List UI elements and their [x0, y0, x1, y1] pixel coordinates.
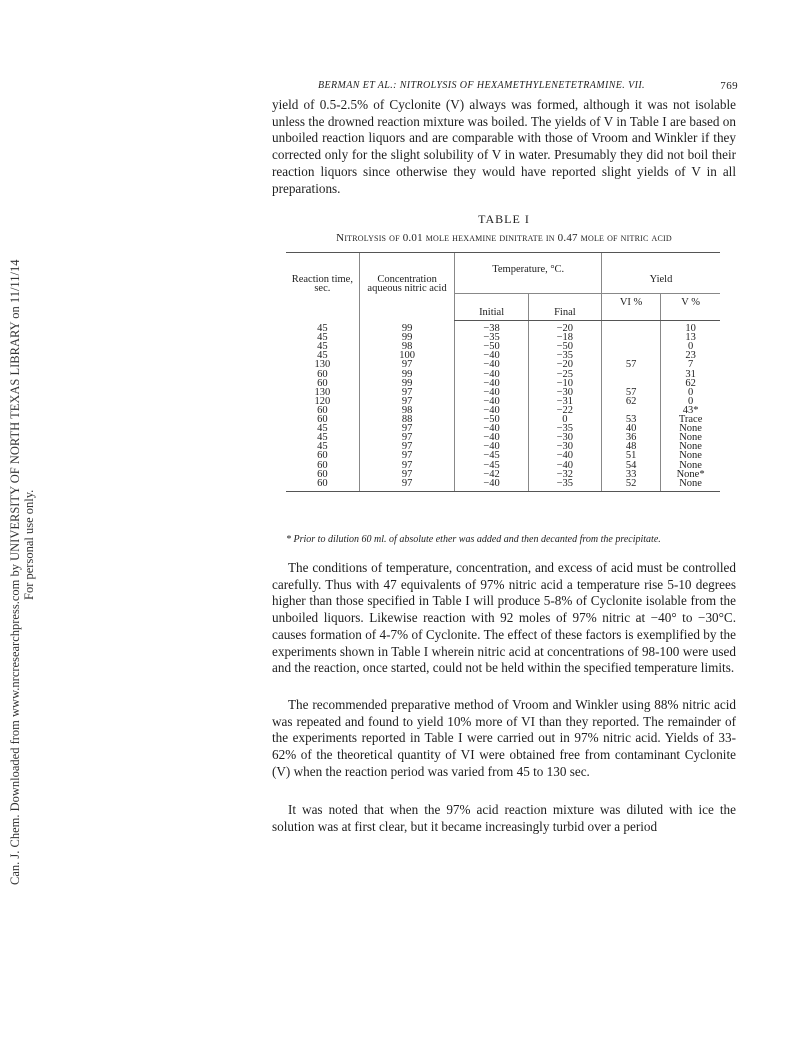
table-cell: 45 — [317, 423, 328, 435]
table-cell: 43* — [661, 406, 720, 415]
table-cell: None — [661, 461, 720, 470]
table-cell: 48 — [601, 442, 660, 451]
running-header — [318, 80, 738, 96]
table-cell: −40 — [455, 424, 528, 433]
table-cell: 33 — [601, 470, 660, 479]
paragraph-3: The recommended preparative method of Vroom and Winkler using 88% nitric acid was repeated and found to yield 10% more of VI than they reported. The remainder of the experiments reported in Table I were carried out in 97% nitric acid. Yields of 33-62% of the theoretical quantity of VI were obtained free from contaminant Cyclonite (V) when the reaction period was varied from 45 to 130 sec. — [272, 697, 736, 779]
table-cell: 57 — [601, 388, 660, 397]
table-cell: 36 — [601, 433, 660, 442]
table-cell: 97 — [359, 451, 455, 460]
table-row — [286, 461, 720, 470]
table-cell: −38 — [455, 321, 528, 334]
paragraph-4: It was noted that when the 97% acid reaction mixture was diluted with ice the solution was at first clear, but it became increasingly turbid over a period — [272, 802, 736, 834]
table-cell: None — [661, 433, 720, 442]
table-cell: None — [661, 442, 720, 451]
table-cell: −40 — [455, 360, 528, 369]
table-cell: 51 — [601, 451, 660, 460]
table-cell: 60 — [317, 459, 328, 471]
table-cell: 53 — [601, 415, 660, 424]
table-cell: 100 — [359, 351, 455, 360]
table-cell: 45 — [317, 441, 328, 453]
table-cell: 13 — [661, 333, 720, 342]
table-cell: −35 — [528, 351, 601, 360]
paragraph-1: yield of 0.5-2.5% of Cyclonite (V) always was formed, although it was not isolable unless the drowned reaction mixture was boiled. The yields of V in Table I are based on unboiled reaction liquors and are comparable with those of Vroom and Winkler if they corrected only for the slight solubility of V in water. Presumably they did not boil their reaction liquors since otherwise they would have reported slight yields of V in all preparations. — [272, 97, 736, 196]
table-row — [286, 479, 720, 492]
table-cell: −40 — [455, 433, 528, 442]
table-cell: −20 — [528, 321, 601, 334]
table-row — [286, 321, 720, 334]
table-cell: −35 — [455, 333, 528, 342]
table-cell: −40 — [455, 397, 528, 406]
table-cell — [601, 333, 660, 342]
table-cell: 97 — [359, 461, 455, 470]
table-cell: 97 — [359, 424, 455, 433]
table-cell: −31 — [528, 397, 601, 406]
table-cell: −40 — [455, 388, 528, 397]
table-cell: −40 — [455, 370, 528, 379]
table-cell: 88 — [359, 415, 455, 424]
results-table — [286, 252, 720, 492]
table-cell: 60 — [317, 414, 328, 426]
header-yield-vi: VI % — [601, 294, 660, 321]
table-cell: 45 — [317, 322, 328, 334]
table-cell: −40 — [528, 461, 601, 470]
table-row — [286, 451, 720, 460]
download-notice: Can. J. Chem. Downloaded from www.nrcresearchpress.com by UNIVERSITY OF NORTH TEXAS LIBRARY on 11/11/14 — [8, 259, 22, 885]
header-yield: Yield — [601, 253, 720, 294]
table-cell: None — [661, 479, 720, 492]
table-cell: None* — [661, 470, 720, 479]
table-cell: 130 — [314, 359, 331, 371]
header-initial: Initial — [455, 294, 528, 321]
table-cell: 99 — [359, 333, 455, 342]
table-cell: 23 — [661, 351, 720, 360]
table-cell: 0 — [661, 397, 720, 406]
table-cell: 60 — [317, 468, 328, 480]
table-cell: −45 — [455, 451, 528, 460]
table-cell: −32 — [528, 470, 601, 479]
table-cell: −25 — [528, 370, 601, 379]
table-cell: −30 — [528, 388, 601, 397]
table-cell: −40 — [528, 451, 601, 460]
table-cell: 99 — [359, 370, 455, 379]
table-row — [286, 379, 720, 388]
personal-use-notice: For personal use only. — [22, 489, 36, 600]
table-cell: None — [661, 451, 720, 460]
table-cell: 40 — [601, 424, 660, 433]
table-cell: 45 — [317, 432, 328, 444]
table-cell: 45 — [317, 341, 328, 353]
table-cell: 98 — [359, 342, 455, 351]
table-cell: 7 — [661, 360, 720, 369]
table-cell: 0 — [661, 388, 720, 397]
header-temperature: Temperature, °C. — [455, 253, 602, 294]
table-row — [286, 433, 720, 442]
table-cell: 97 — [359, 479, 455, 492]
running-title: BERMAN ET AL.: NITROLYSIS OF HEXAMETHYLENETETRAMINE. VII. — [318, 80, 645, 91]
table-cell: −40 — [455, 351, 528, 360]
table-cell: 45 — [317, 350, 328, 362]
table-row — [286, 397, 720, 406]
table-row — [286, 342, 720, 351]
table-cell: 97 — [359, 442, 455, 451]
table-cell: −40 — [455, 442, 528, 451]
table-cell: 98 — [359, 406, 455, 415]
header-concentration: Concentration aqueous nitric acid — [359, 253, 455, 321]
table-cell: 99 — [359, 379, 455, 388]
table-row — [286, 415, 720, 424]
table-cell: 0 — [528, 415, 601, 424]
page-number: 769 — [720, 80, 738, 92]
table-cell: 0 — [661, 342, 720, 351]
table-row — [286, 351, 720, 360]
table-cell: −42 — [455, 470, 528, 479]
table-cell: −50 — [455, 342, 528, 351]
table-cell: −20 — [528, 360, 601, 369]
table-cell: 52 — [601, 479, 660, 492]
header-yield-v: V % — [661, 294, 720, 321]
table-cell: 57 — [601, 360, 660, 369]
table-cell — [601, 370, 660, 379]
table-cell: 97 — [359, 360, 455, 369]
table-cell: 99 — [359, 321, 455, 334]
table-label: TABLE I — [478, 212, 530, 226]
table-cell: 60 — [317, 450, 328, 462]
header-reaction-time: Reaction time, sec. — [286, 253, 359, 321]
table-row — [286, 388, 720, 397]
table-cell: −30 — [528, 442, 601, 451]
table-cell: 31 — [661, 370, 720, 379]
table-cell: −40 — [455, 406, 528, 415]
table-cell: 97 — [359, 470, 455, 479]
table-cell: −35 — [528, 479, 601, 492]
table-cell: 10 — [661, 321, 720, 334]
table-cell — [601, 342, 660, 351]
table-body — [286, 321, 720, 492]
table-cell: 45 — [317, 332, 328, 344]
table-row — [286, 333, 720, 342]
table-cell: 54 — [601, 461, 660, 470]
table-cell: 97 — [359, 397, 455, 406]
table-footnote: * Prior to dilution 60 ml. of absolute ether was added and then decanted from the precipitate. — [286, 534, 661, 545]
table-cell: −30 — [528, 433, 601, 442]
table-row — [286, 442, 720, 451]
table-cell: 97 — [359, 433, 455, 442]
table-cell: 62 — [661, 379, 720, 388]
table-cell — [601, 321, 660, 334]
table-row — [286, 424, 720, 433]
table-row — [286, 406, 720, 415]
side-watermark — [0, 0, 44, 1052]
table-caption: Nitrolysis of 0.01 mole hexamine dinitrate in 0.47 mole of nitric acid — [336, 232, 672, 244]
table-cell: Trace — [661, 415, 720, 424]
table-cell: −40 — [455, 479, 528, 492]
table-cell: 60 — [317, 404, 328, 416]
table-cell: 60 — [317, 377, 328, 389]
table-cell: −18 — [528, 333, 601, 342]
table-cell: −40 — [455, 379, 528, 388]
table-cell: 97 — [359, 388, 455, 397]
table-cell: −50 — [528, 342, 601, 351]
table-cell: 130 — [314, 386, 331, 398]
table-cell: 60 — [286, 479, 359, 492]
table-cell: 120 — [314, 395, 331, 407]
table-row — [286, 370, 720, 379]
table-cell: −35 — [528, 424, 601, 433]
table-cell: −45 — [455, 461, 528, 470]
table-cell: 62 — [601, 397, 660, 406]
table-row — [286, 360, 720, 369]
table-cell: −10 — [528, 379, 601, 388]
table-cell: 60 — [317, 368, 328, 380]
table-cell: −50 — [455, 415, 528, 424]
header-final: Final — [528, 294, 601, 321]
paragraph-2: The conditions of temperature, concentration, and excess of acid must be controlled carefully. Thus with 47 equivalents of 97% nitric acid a temperature rise 5-10 degrees higher than those specified in Table I will produce 5-8% of Cyclonite isolable from the unboiled liquors. Likewise reaction with 92 moles of 97% nitric at −40° to −30°C. causes formation of 4-7% of Cyclonite. The effect of these factors is exemplified by the experiments shown in Table I wherein nitric acid at concentrations of 98-100 were used and the reaction, once started, could not be held within the specified temperature limits. — [272, 560, 736, 676]
table-row — [286, 470, 720, 479]
table-cell: −22 — [528, 406, 601, 415]
table-cell: None — [661, 424, 720, 433]
